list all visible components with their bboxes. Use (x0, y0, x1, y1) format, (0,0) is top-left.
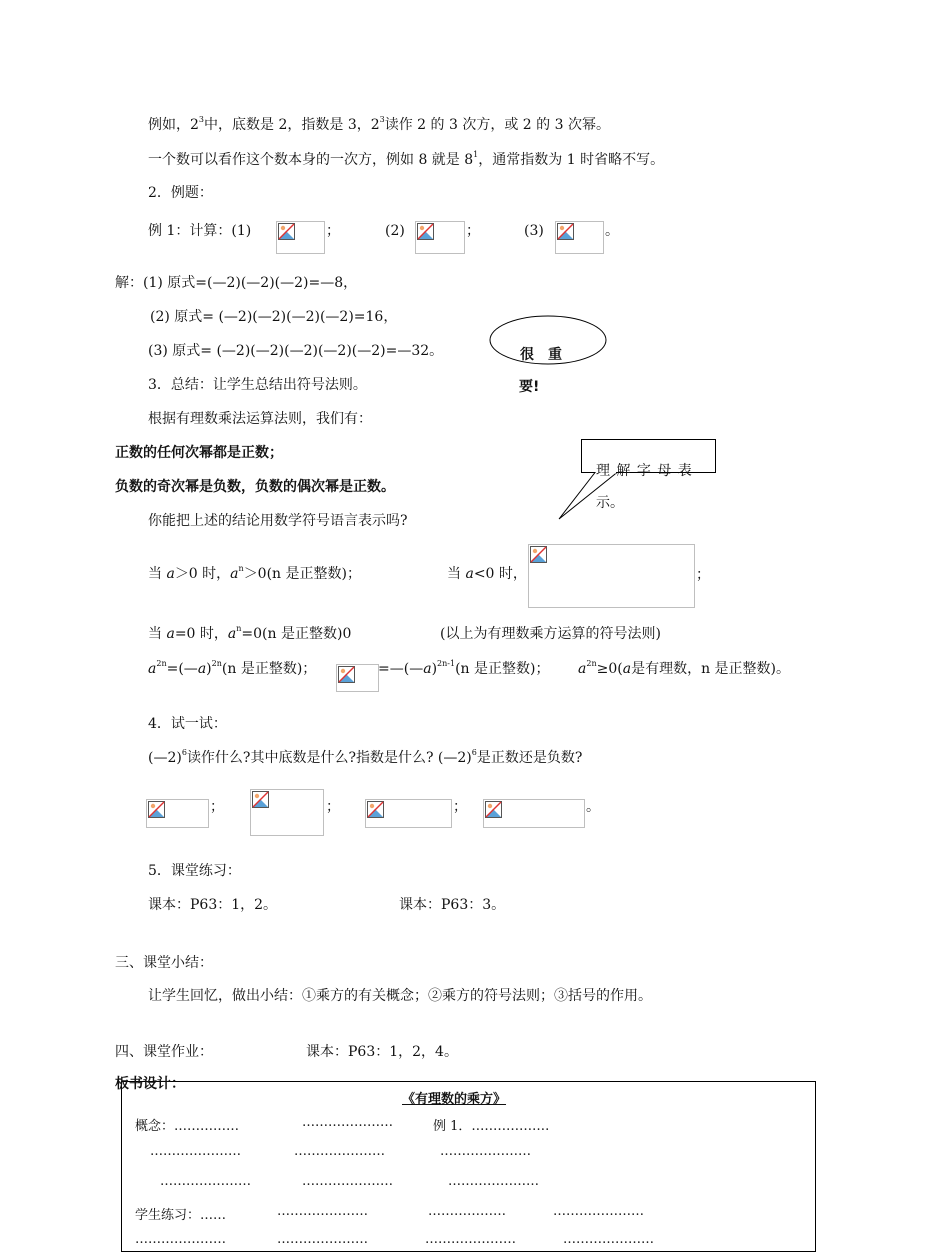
board-dots: ………………… (277, 1232, 368, 1247)
board-dots: ……………… (428, 1204, 506, 1219)
separator: ； (210, 799, 224, 815)
board-dots: ………………… (135, 1232, 226, 1247)
board-dots: ………………… (160, 1174, 251, 1189)
important-callout-line2: 要! (519, 379, 540, 395)
board-example: 例 1．……………… (433, 1119, 550, 1134)
sign-rule-note: (以上为有理数乘方运算的符号法则) (440, 626, 661, 642)
broken-image-icon (485, 801, 502, 818)
rule-intro: 根据有理数乘法运算法则，我们有： (148, 411, 372, 427)
rule-a-positive: 当 a＞0 时，$a^n>0(n$ 是正整数)； (148, 564, 361, 582)
solution-2: (2) 原式= (—2)(—2)(—2)(—2)=16， (150, 309, 398, 325)
board-dots: ………………… (294, 1144, 385, 1159)
solution-1: 解：(1) 原式=(—2)(—2)(—2)=—8， (115, 275, 358, 291)
example1-part2: (2) (385, 223, 405, 239)
letter-callout-line1: 理 解 字 母 表 (596, 463, 693, 479)
practice-2: 课本：P63：3。 (399, 897, 506, 913)
answer-image-4 (483, 799, 585, 828)
broken-image-icon (530, 546, 547, 563)
rule-positive: 正数的任何次幂都是正数； (115, 445, 283, 461)
rule-a-negative: 当 a<0 时， (447, 566, 527, 582)
board-dots: ………………… (277, 1204, 368, 1219)
broken-image-icon (367, 801, 384, 818)
section-3-heading: 3．总结：让学生总结出符号法则。 (148, 377, 367, 393)
board-title: 《有理数的乘方》 (402, 1092, 507, 1107)
period: 。 (586, 799, 600, 815)
formula-image-5 (336, 664, 379, 692)
homework-text: 课本：P63：1，2，4。 (306, 1044, 458, 1060)
broken-image-icon (252, 791, 269, 808)
formula-image-1 (276, 221, 325, 254)
separator: ； (326, 223, 340, 239)
answer-image-2 (250, 789, 324, 836)
formula-even-power: $a^{2n}=(—a)^{2n}(n$ 是正整数)； (148, 659, 317, 677)
formula-image-3 (555, 221, 604, 254)
separator: ； (466, 223, 480, 239)
letter-callout-line2: 示。 (596, 495, 624, 511)
formula-odd-power: =—(—a)$^{2n-1}$(n 是正整数)； (378, 659, 550, 677)
question-text: 你能把上述的结论用数学符号语言表示吗? (148, 513, 408, 529)
broken-image-icon (148, 801, 165, 818)
board-dots: ………………… (302, 1174, 393, 1189)
formula-image-2 (415, 221, 465, 254)
section-4-heading: 4．试一试： (148, 716, 227, 732)
separator: ； (326, 799, 340, 815)
rule-negative: 负数的奇次幂是负数，负数的偶次幂是正数。 (115, 479, 395, 495)
separator: ； (453, 799, 467, 815)
solution-3: (3) 原式= (—2)(—2)(—2)(—2)(—2)=—32。 (148, 343, 444, 359)
board-dots: ………………… (440, 1144, 531, 1159)
formula-nonnegative: $a^{2n}\ge 0(a$是有理数，n 是正整数)。 (578, 659, 791, 677)
summary-heading: 三、课堂小结： (115, 955, 213, 971)
board-practice: 学生练习：…… (135, 1208, 227, 1223)
answer-image-3 (365, 799, 452, 828)
period: 。 (605, 223, 619, 239)
broken-image-icon (417, 223, 434, 240)
letter-callout-box (555, 437, 725, 523)
board-dots: ………………… (150, 1144, 241, 1159)
broken-image-icon (338, 666, 355, 683)
important-callout-line1: 很 重 (520, 347, 562, 363)
example1-label: 例 1：计算：(1) (148, 223, 252, 239)
section-2-heading: 2．例题： (148, 185, 213, 201)
separator: ； (696, 567, 710, 583)
first-power-text: 一个数可以看作这个数本身的一次方，例如 8 就是 $8^1$，通常指数为 1 时省略不写。 (148, 150, 665, 168)
board-dots: ………………… (563, 1232, 654, 1247)
answer-image-1 (146, 799, 209, 828)
board-dots: ………………… (448, 1174, 539, 1189)
try-question: (—2)$^6$读作什么?其中底数是什么?指数是什么? (—2)$^6$是正数还是负数? (148, 748, 583, 766)
board-dots: ………………… (425, 1232, 516, 1247)
board-dots: ………………… (553, 1204, 644, 1219)
board-design-heading: 板书设计： (115, 1076, 185, 1092)
rule-a-zero: 当 a=0 时，$a^n=0(n$ 是正整数)0 (148, 624, 352, 642)
section-5-heading: 5．课堂练习： (148, 863, 241, 879)
board-design-box (121, 1081, 816, 1252)
board-concept: 概念：…………… (135, 1119, 240, 1134)
summary-text: 让学生回忆，做出小结：①乘方的有关概念；②乘方的符号法则；③括号的作用。 (148, 988, 652, 1004)
formula-image-4 (528, 544, 695, 608)
example-intro: 例如，$2^3$中，底数是 2，指数是 3，$2^3$读作 2 的 3 次方，或 2 的 3 次幂。 (148, 115, 610, 133)
broken-image-icon (278, 223, 295, 240)
broken-image-icon (557, 223, 574, 240)
practice-1: 课本：P63：1，2。 (148, 897, 278, 913)
example1-part3: (3) (524, 223, 544, 239)
board-dots: ………………… (302, 1115, 393, 1130)
homework-heading: 四、课堂作业： (115, 1044, 213, 1060)
